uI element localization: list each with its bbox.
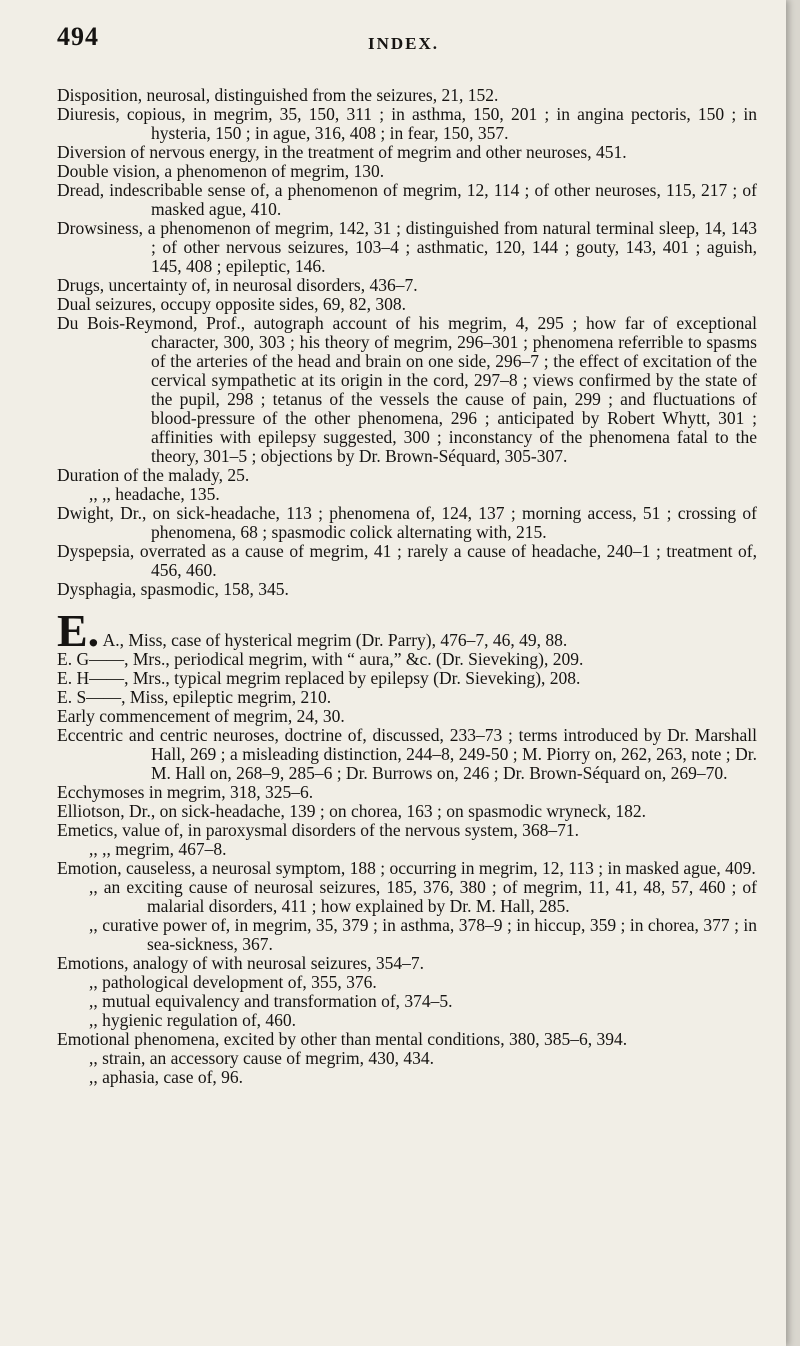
index-entry: E. H——, Mrs., typical megrim replaced by epilepsy (Dr. Sieveking), 208. [57,668,581,688]
index-subentry: ,, strain, an accessory cause of megrim, 430, 434. [89,1048,435,1068]
index-entry: Dwight, Dr., on sick-headache, 113 ; phenomena of, 124, 137 ; morning access, 51 ; crossing of phenomena, 68 ; spasmodic colick alternating with, 215. [57,503,757,542]
index-subentry: ,, ,, megrim, 467–8. [89,839,227,859]
index-entry: Dyspepsia, overrated as a cause of megrim, 41 ; rarely a cause of headache, 240–1 ; treatment of, 456, 460. [57,541,757,580]
index-subentry: ,, mutual equivalency and transformation of, 374–5. [89,991,453,1011]
index-subentry: ,, aphasia, case of, 96. [89,1067,244,1087]
index-entry: Ecchymoses in megrim, 318, 325–6. [57,782,314,802]
section-gap [57,599,757,613]
index-entry: Du Bois-Reymond, Prof., autograph account of his megrim, 4, 295 ; how far of exceptional character, 300, 303 ; his theory of megrim, 296–301 ; phenomena referrible to spasms of the arteries of the head and brain on one side, 296–7 ; the effect of excitation of the cervical sympathetic at its origin in the cord, 297–8 ; views confirmed by the state of the pupil, 298 ; tetanus of the vessels the cause of pain, 299 ; and fluctuations of blood-pressure of the other phenomena, 296 ; anticipated by Robert Whytt, 301 ; affinities with epilepsy suggested, 300 ; inconstancy of the phenomena fatal to the theory, 301–5 ; objections by Dr. Brown-Séquard, 305-307. [57,313,757,466]
index-subentry: ,, pathological development of, 355, 376. [89,972,377,992]
index-entry: E. S——, Miss, epileptic megrim, 210. [57,687,332,707]
index-entry: Eccentric and centric neuroses, doctrine of, discussed, 233–73 ; terms introduced by Dr. Marshall Hall, 269 ; a misleading distinction, 244–8, 249-50 ; M. Piorry on, 262, 263, note ; Dr. M. Hall on, 268–9, 285–6 ; Dr. Burrows on, 246 ; Dr. Brown-Séquard on, 269–70. [57,725,757,783]
running-head: INDEX. [368,34,440,53]
index-entry: Diversion of nervous energy, in the treatment of megrim and other neuroses, 451. [57,142,627,162]
index-entry: Early commencement of megrim, 24, 30. [57,706,345,726]
index-subentry: ,, curative power of, in megrim, 35, 379 ; in asthma, 378–9 ; in hiccup, 359 ; in chorea, 377 ; in sea-sickness, 367. [89,915,757,954]
index-entry: Dread, indescribable sense of, a phenomenon of megrim, 12, 114 ; of other neuroses, 115, 217 ; of masked ague, 410. [57,180,757,219]
index-entry: E. G——, Mrs., periodical megrim, with “ aura,” &c. (Dr. Sieveking), 209. [57,649,584,669]
index-entry: Emotional phenomena, excited by other than mental conditions, 380, 385–6, 394. [57,1029,628,1049]
index-entry: Dysphagia, spasmodic, 158, 345. [57,579,289,599]
index-entry: Drugs, uncertainty of, in neurosal disorders, 436–7. [57,275,418,295]
index-body [57,86,757,1087]
index-entry: Elliotson, Dr., on sick-headache, 139 ; on chorea, 163 ; on spasmodic wryneck, 182. [57,801,647,821]
index-entry-dropcap: E. A., Miss, case of hysterical megrim (Dr. Parry), 476–7, 46, 49, 88. [57,605,568,656]
page-number: 494 [57,22,99,51]
index-entry: Double vision, a phenomenon of megrim, 130. [57,161,385,181]
index-entry: Disposition, neurosal, distinguished from the seizures, 21, 152. [57,85,499,105]
page-header [0,22,786,62]
index-subentry: ,, hygienic regulation of, 460. [89,1010,297,1030]
index-entry: Duration of the malady, 25. [57,465,250,485]
index-entry: Emotion, causeless, a neurosal symptom, 188 ; occurring in megrim, 12, 113 ; in masked ague, 409. [57,858,756,878]
index-entry: Emetics, value of, in paroxysmal disorders of the nervous system, 368–71. [57,820,579,840]
index-subentry: ,, ,, headache, 135. [89,484,220,504]
index-subentry: ,, an exciting cause of neurosal seizures, 185, 376, 380 ; of megrim, 11, 41, 48, 57, 460 ; of malarial disorders, 411 ; how explained by Dr. M. Hall, 285. [89,877,757,916]
index-entry: Dual seizures, occupy opposite sides, 69, 82, 308. [57,294,406,314]
index-entry: Emotions, analogy of with neurosal seizures, 354–7. [57,953,424,973]
index-entry: Diuresis, copious, in megrim, 35, 150, 311 ; in asthma, 150, 201 ; in angina pectoris, 150 ; in hysteria, 150 ; in ague, 316, 408 ; in fear, 150, 357. [57,104,757,143]
index-entry: Drowsiness, a phenomenon of megrim, 142, 31 ; distinguished from natural terminal sleep, 14, 143 ; of other nervous seizures, 103–4 ; asthmatic, 120, 144 ; gouty, 143, 401 ; aguish, 145, 408 ; epileptic, 146. [57,218,757,276]
